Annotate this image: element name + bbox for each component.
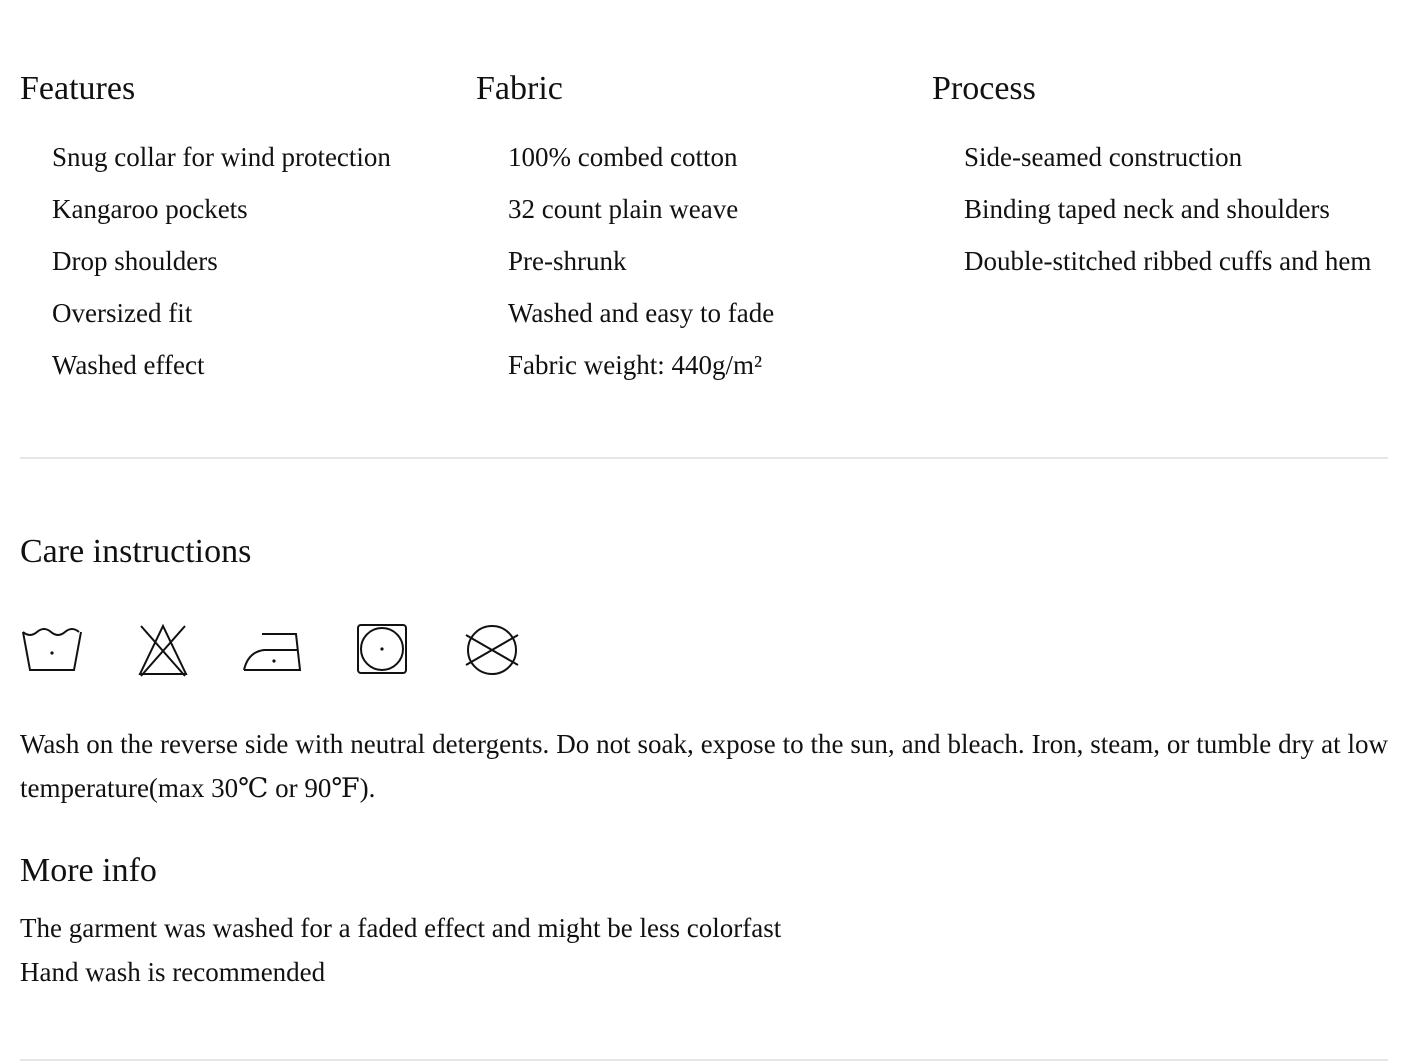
list-item: Double-stitched ribbed cuffs and hem <box>964 246 1372 276</box>
more-info-list <box>20 906 781 994</box>
list-item: Hand wash is recommended <box>20 957 326 987</box>
features-list <box>20 131 476 391</box>
fabric-column <box>476 66 932 391</box>
do-not-dry-clean-icon <box>463 622 521 676</box>
list-item: 32 count plain weave <box>508 194 739 224</box>
process-title: Process <box>932 70 1036 107</box>
list-item: Washed effect <box>52 350 205 380</box>
list-item: Pre-shrunk <box>508 246 627 276</box>
process-column <box>932 66 1388 391</box>
fabric-list <box>476 131 932 391</box>
list-item: Fabric weight: 440g/m² <box>508 350 763 380</box>
list-item: Kangaroo pockets <box>52 194 248 224</box>
features-title: Features <box>20 70 136 107</box>
features-column <box>20 66 476 391</box>
fabric-title: Fabric <box>476 70 563 107</box>
list-item: Binding taped neck and shoulders <box>964 194 1330 224</box>
list-item: Side-seamed construction <box>964 142 1243 172</box>
list-item: The garment was washed for a faded effect and might be less colorfast <box>20 913 782 943</box>
section-divider <box>20 457 1388 459</box>
process-list <box>932 131 1388 287</box>
wash-30-icon <box>20 622 82 674</box>
do-not-bleach-icon <box>137 622 189 678</box>
iron-low-icon <box>242 622 304 674</box>
list-item: Oversized fit <box>52 298 193 328</box>
list-item: Drop shoulders <box>52 246 218 276</box>
list-item: Snug collar for wind protection <box>52 142 391 172</box>
list-item: 100% combed cotton <box>508 142 738 172</box>
tumble-dry-low-icon <box>356 622 408 676</box>
care-description: Wash on the reverse side with neutral detergents. Do not soak, expose to the sun, and bleach. Iron, steam, or tumble dry at low temperature(max 30℃ or 90℉). <box>20 729 1388 803</box>
more-info-title: More info <box>20 852 157 889</box>
list-item: Washed and easy to fade <box>508 298 775 328</box>
spec-columns <box>20 66 1388 391</box>
care-title: Care instructions <box>20 533 252 570</box>
